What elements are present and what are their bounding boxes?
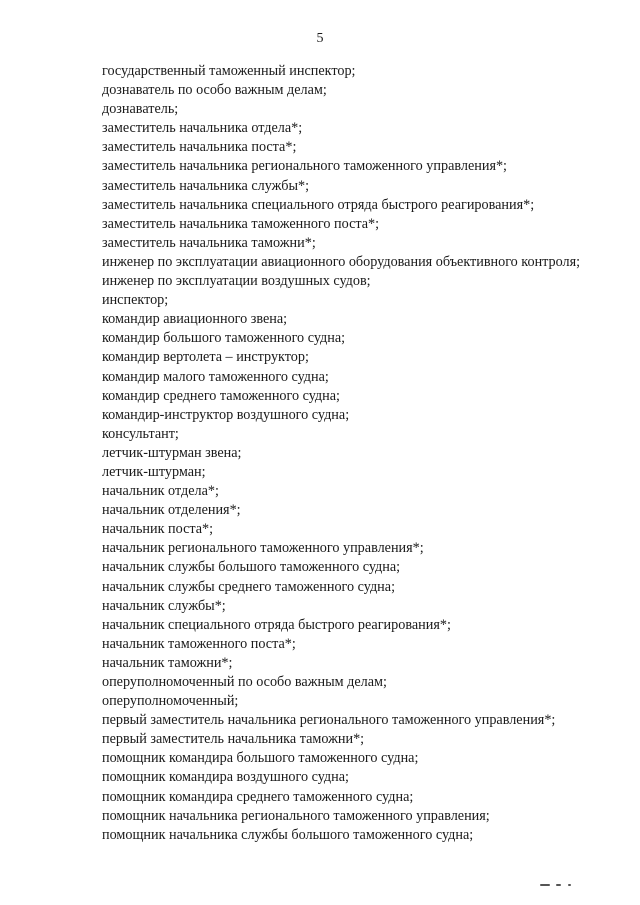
list-item: первый заместитель начальника регионального таможенного управления*; [102, 712, 556, 729]
list-item: начальник службы*; [102, 597, 226, 614]
list-item: заместитель начальника таможенного поста*; [102, 215, 380, 232]
list-item: первый заместитель начальника таможни*; [102, 731, 365, 748]
list-item: оперуполномоченный; [102, 693, 239, 710]
list-item: консультант; [102, 425, 179, 442]
list-item: инженер по эксплуатации авиационного оборудования объективного контроля; [102, 253, 581, 270]
list-item: командир-инструктор воздушного судна; [102, 406, 350, 423]
list-item: начальник отделения*; [102, 502, 241, 519]
list-item: помощник начальника регионального таможенного управления; [102, 807, 490, 824]
list-item: командир малого таможенного судна; [102, 368, 329, 385]
list-item: помощник командира воздушного судна; [102, 769, 349, 786]
list-item: командир большого таможенного судна; [102, 330, 346, 347]
list-item: заместитель начальника специального отряда быстрого реагирования*; [102, 196, 535, 213]
position-list [62, 62, 598, 845]
list-item: заместитель начальника отдела*; [102, 120, 303, 137]
list-item: начальник специального отряда быстрого реагирования*; [102, 616, 451, 633]
list-item: заместитель начальника регионального таможенного управления*; [102, 158, 508, 175]
list-item: командир авиационного звена; [102, 311, 288, 328]
list-item: начальник таможни*; [102, 654, 233, 671]
list-item: инженер по эксплуатации воздушных судов; [102, 273, 371, 290]
list-item: помощник командира среднего таможенного судна; [102, 788, 414, 805]
list-item: помощник начальника службы большого таможенного судна; [102, 826, 474, 843]
list-item: заместитель начальника службы*; [102, 177, 310, 194]
list-item: начальник регионального таможенного управления*; [102, 540, 424, 557]
page-number: 5 [316, 31, 324, 46]
list-item: начальник службы большого таможенного судна; [102, 559, 401, 576]
list-item: начальник службы среднего таможенного судна; [102, 578, 396, 595]
list-item: инспектор; [102, 292, 169, 309]
list-item: дознаватель по особо важным делам; [102, 82, 327, 99]
list-item: летчик-штурман звена; [102, 444, 242, 461]
list-item: помощник командира большого таможенного судна; [102, 750, 419, 767]
list-item: начальник поста*; [102, 521, 214, 538]
list-item: летчик-штурман; [102, 463, 206, 480]
list-item: командир вертолета – инструктор; [102, 349, 309, 366]
list-item: начальник отдела*; [102, 483, 219, 500]
scan-artifact [540, 884, 576, 888]
list-item: государственный таможенный инспектор; [102, 63, 356, 79]
list-item: заместитель начальника таможни*; [102, 234, 316, 251]
list-item: оперуполномоченный по особо важным делам; [102, 674, 387, 690]
list-item: начальник таможенного поста*; [102, 635, 296, 652]
list-item: дознаватель; [102, 101, 179, 118]
list-item: командир среднего таможенного судна; [102, 387, 340, 404]
list-item: заместитель начальника поста*; [102, 139, 297, 156]
